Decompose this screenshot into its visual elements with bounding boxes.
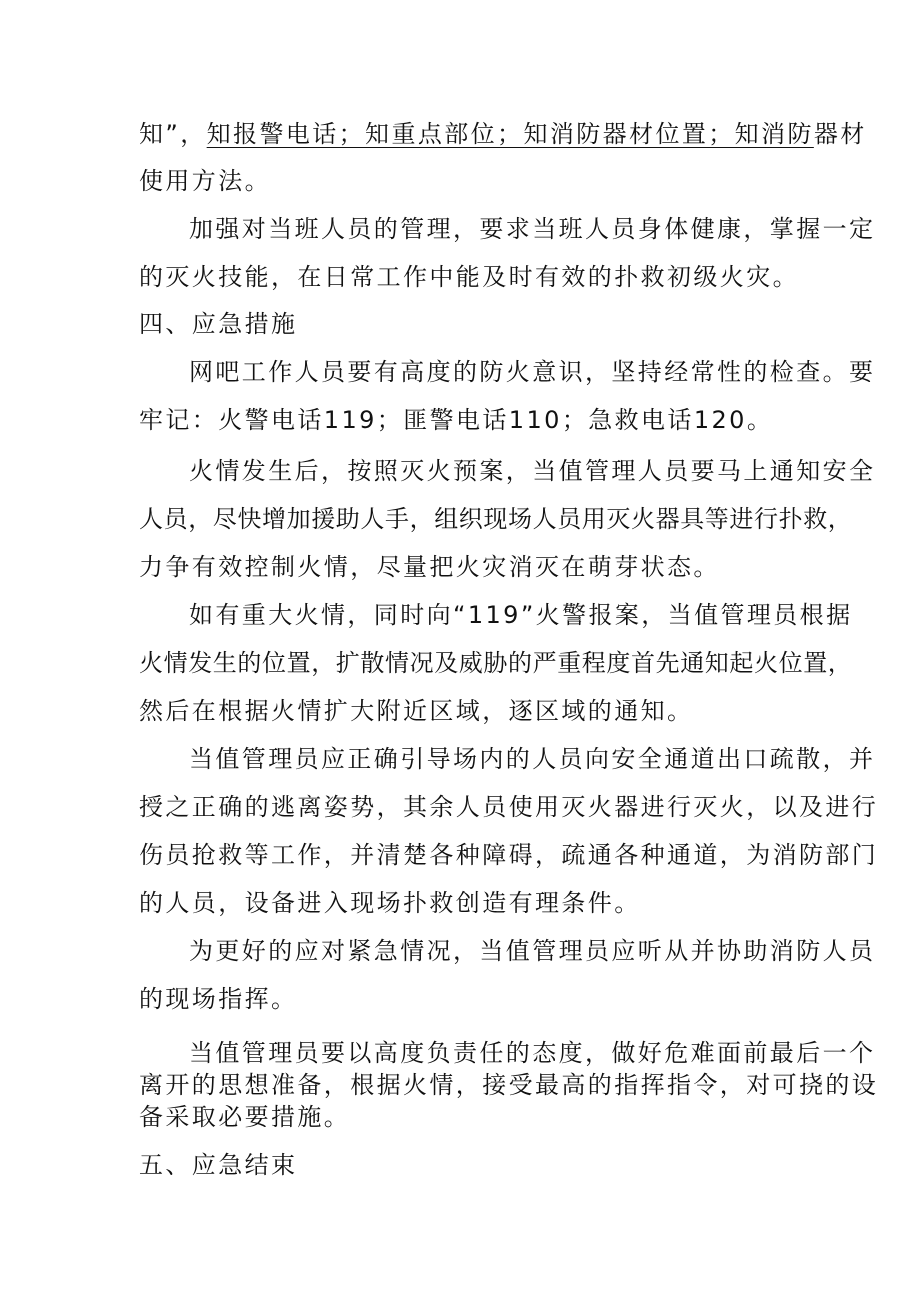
section-heading: 五、应急结束 xyxy=(139,1151,298,1179)
paragraph-line: 的人员，设备进入现场扑救创造有理条件。 xyxy=(139,889,641,917)
paragraph-line: 离开的思想准备，根据火情，接受最高的指挥指令，对可挠的设 xyxy=(139,1071,879,1099)
paragraph-line: 当值管理员要以高度负责任的态度，做好危难面前最后一个 xyxy=(189,1039,876,1067)
section-heading: 四、应急措施 xyxy=(139,310,298,338)
paragraph-line: 备采取必要措施。 xyxy=(139,1103,351,1131)
paragraph-line: 为更好的应对紧急情况，当值管理员应听从并协助消防人员 xyxy=(189,937,876,965)
underlined-text: 知报警电话；知重点部位；知消防器材位置；知消防 xyxy=(206,120,814,148)
paragraph-line: 网吧工作人员要有高度的防火意识，坚持经常性的检查。要 xyxy=(189,358,876,386)
paragraph-line: 的现场指挥。 xyxy=(139,985,298,1013)
paragraph-line: 伤员抢救等工作，并清楚各种障碍，疏通各种通道，为消防部门 xyxy=(139,841,879,869)
paragraph-line: 加强对当班人员的管理，要求当班人员身体健康，掌握一定 xyxy=(189,215,876,243)
paragraph-line: 人员，尽快增加援助人手，组织现场人员用灭火器具等进行扑救， xyxy=(139,505,853,533)
text-segment: 知”， xyxy=(139,120,207,148)
paragraph-line: 授之正确的逃离姿势，其余人员使用灭火器进行灭火，以及进行 xyxy=(139,793,879,821)
paragraph-line: 然后在根据火情扩大附近区域，逐区域的通知。 xyxy=(139,697,694,725)
paragraph-line xyxy=(139,119,867,149)
paragraph-line: 力争有效控制火情，尽量把火灾消灭在萌芽状态。 xyxy=(139,553,720,581)
paragraph-line: 当值管理员应正确引导场内的人员向安全通道出口疏散，并 xyxy=(189,745,876,773)
paragraph-line: 使用方法。 xyxy=(139,167,271,195)
paragraph-line: 的灭火技能，在日常工作中能及时有效的扑救初级火灾。 xyxy=(139,263,799,291)
paragraph-line: 火情发生后，按照灭火预案，当值管理人员要马上通知安全 xyxy=(189,457,876,485)
paragraph-line: 牢记：火警电话119；匪警电话110；急救电话120。 xyxy=(139,406,774,434)
paragraph-line: 如有重大火情，同时向“119”火警报案，当值管理员根据 xyxy=(189,601,853,629)
paragraph-line: 火情发生的位置，扩散情况及威胁的严重程度首先通知起火位置， xyxy=(139,649,853,677)
text-segment: 器材 xyxy=(813,120,867,148)
